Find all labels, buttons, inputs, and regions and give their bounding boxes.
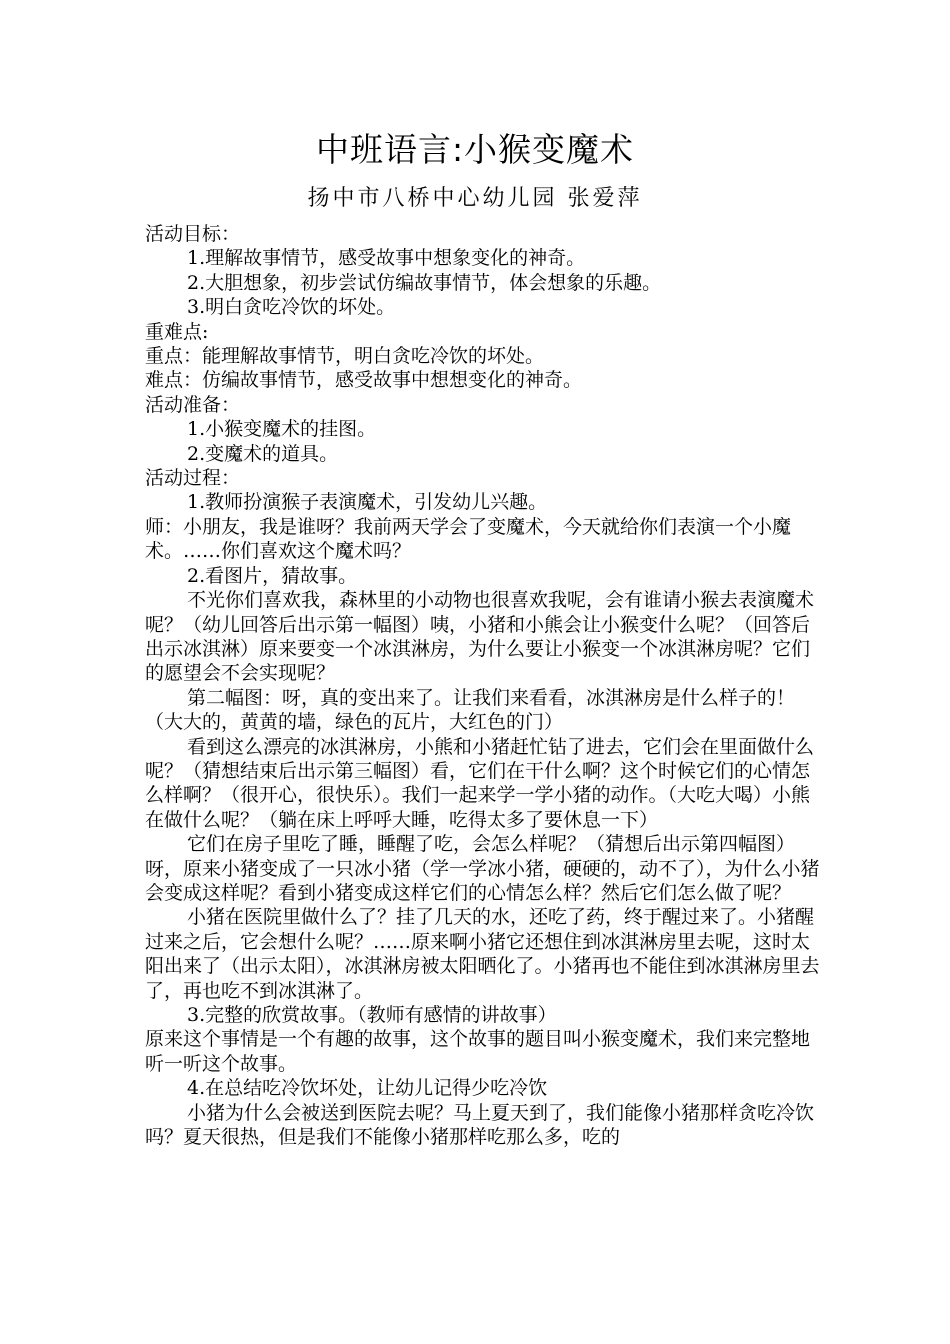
paragraph: 3.完整的欣赏故事。（教师有感情的讲故事） [187, 1004, 557, 1026]
document-title: 中班语言:小猴变魔术 [315, 130, 635, 169]
paragraph: 师：小朋友，我是谁呀？我前两天学会了变魔术，今天就给你们表演一个小魔术。……你们喜欢这个魔术吗？ [145, 515, 792, 563]
paragraph: 第二幅图：呀，真的变出来了。让我们来看看，冰淇淋房是什么样子的！（大大的，黄黄的墙，绿色的瓦片，大红色的门） [145, 686, 796, 734]
paragraph: 活动目标： [145, 223, 241, 245]
paragraph: 活动过程： [145, 467, 241, 490]
paragraph: 1.小猴变魔术的挂图。 [187, 418, 377, 441]
paragraph: 重难点: [145, 320, 209, 343]
paragraph: 原来这个事情是一个有趣的故事，这个故事的题目叫小猴变魔术，我们来完整地听一听这个故事。 [145, 1028, 811, 1075]
paragraph: 活动准备： [145, 393, 241, 416]
paragraph: 小猪为什么会被送到医院去呢？马上夏天到了，我们能像小猪那样贪吃冷饮吗？夏天很热，但是我们不能像小猪那样吃那么多，吃的 [145, 1101, 815, 1149]
paragraph: 4.在总结吃冷饮坏处，让幼儿记得少吃冷饮 [187, 1077, 548, 1100]
paragraph: 2.变魔术的道具。 [187, 442, 339, 465]
document-author: 扬中市八桥中心幼儿园 张爱萍 [307, 186, 643, 211]
paragraph: 小猪在医院里做什么了？挂了几天的水，还吃了药，终于醒过来了。小猪醒过来之后，它会想什么呢？……原来啊小猪它还想住到冰淇淋房里去呢，这时太阳出来了（出示太阳），冰淇淋房被太阳晒化了。小猪再也不能住到冰淇淋房里去了，再也吃不到冰淇淋了。 [145, 906, 820, 1002]
paragraph: 1.教师扮演猴子表演魔术，引发幼儿兴趣。 [187, 491, 548, 514]
paragraph: 难点：仿编故事情节，感受故事中想想变化的神奇。 [145, 369, 583, 392]
paragraph: 2.大胆想象，初步尝试仿编故事情节，体会想象的乐趣。 [187, 271, 662, 294]
paragraph: 3.明白贪吃冷饮的坏处。 [187, 296, 396, 319]
paragraph: 不光你们喜欢我，森林里的小动物也很喜欢我呢，会有谁请小猴去表演魔术呢？（幼儿回答后出示第一幅图）咦，小猪和小熊会让小猴变什么呢？（回答后出示冰淇淋）原来要变一个冰淇淋房，为什么要让小猴变一个冰淇淋房呢？它们的愿望会不会实现呢？ [145, 589, 815, 685]
document-body [145, 222, 825, 1149]
paragraph: 它们在房子里吃了睡，睡醒了吃，会怎么样呢？（猜想后出示第四幅图）呀，原来小猪变成了一只冰小猪（学一学冰小猪，硬硬的，动不了），为什么小猪会变成这样呢？看到小猪变成这样它们的心情怎么样？然后它们怎么做了呢？ [145, 833, 820, 904]
paragraph: 重点：能理解故事情节，明白贪吃冷饮的坏处。 [145, 345, 545, 368]
paragraph: 2.看图片，猜故事。 [187, 564, 358, 587]
paragraph: 看到这么漂亮的冰淇淋房，小熊和小猪赶忙钻了进去，它们会在里面做什么呢？（猜想结束后出示第三幅图）看，它们在干什么啊？这个时候它们的心情怎么样啊？（很开心，很快乐）。我们一起来学一学小猪的动作。（大吃大喝）小熊在做什么呢？（躺在床上呼呼大睡，吃得太多了要休息一下） [145, 735, 815, 831]
paragraph: 1.理解故事情节，感受故事中想象变化的神奇。 [187, 247, 586, 270]
